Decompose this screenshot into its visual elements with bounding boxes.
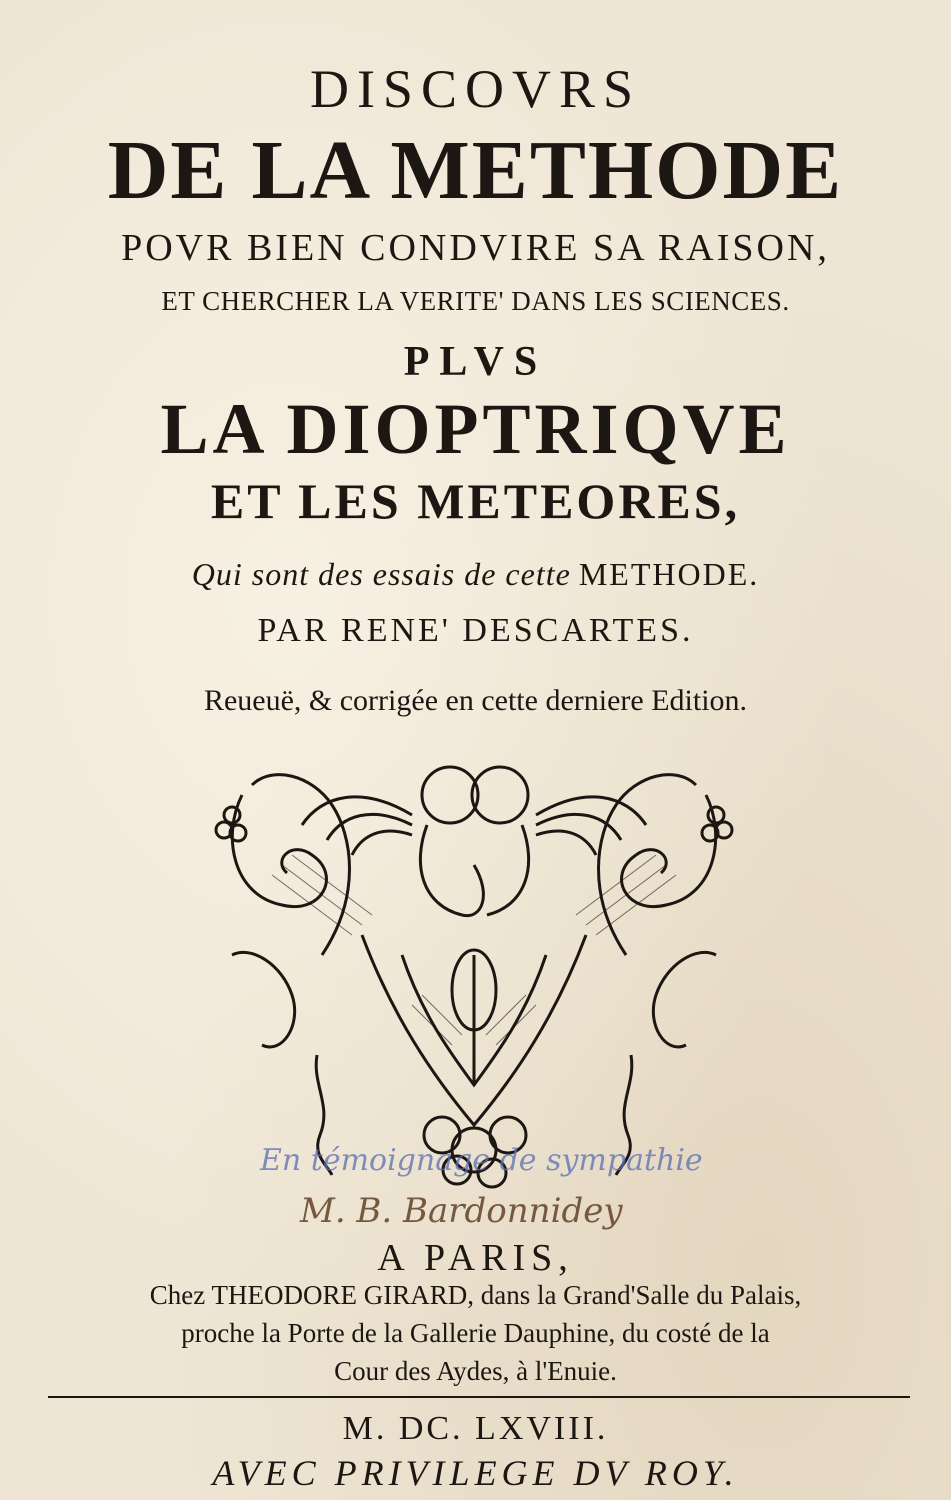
subtitle-essais-methode: METHODE. <box>578 556 760 592</box>
title-meteores: ET LES METEORES, <box>210 473 741 529</box>
title-plus: PLVS <box>403 339 548 385</box>
edition-line: Reueuë, & corrigée en cette derniere Edition. <box>203 684 748 717</box>
handwritten-inscription <box>240 1130 800 1240</box>
inscription-line1: En témoignage de sympathie <box>260 1143 703 1178</box>
subtitle-verite: ET CHERCHER LA VERITE' DANS LES SCIENCES. <box>161 286 790 316</box>
title-de-la-methode: DE LA METHODE <box>107 124 844 217</box>
imprint-line3: Cour des Aydes, à l'Enuie. <box>334 1356 617 1386</box>
subtitle-conduire: POVR BIEN CONDVIRE SA RAISON, <box>121 227 830 269</box>
title-discours: DISCOVRS <box>309 59 642 119</box>
title-dioptrique: LA DIOPTRIQVE <box>160 389 791 469</box>
imprint-line2: proche la Porte de la Gallerie Dauphine, du costé de la <box>181 1318 770 1348</box>
imprint-privilege: AVEC PRIVILEGE DV ROY. <box>212 1453 739 1493</box>
horizontal-rule <box>48 1396 910 1398</box>
author-line: PAR RENE' DESCARTES. <box>257 612 694 649</box>
imprint-city: A PARIS, <box>377 1237 574 1279</box>
subtitle-essais <box>0 556 951 593</box>
subtitle-essais-italic: Qui sont des essais de cette <box>191 556 571 592</box>
imprint-line1: Chez THEODORE GIRARD, dans la Grand'Salle du Palais, <box>149 1280 802 1310</box>
imprint-year: M. DC. LXVIII. <box>342 1410 609 1447</box>
inscription-line2: M. B. Bardonnidey <box>300 1191 623 1231</box>
